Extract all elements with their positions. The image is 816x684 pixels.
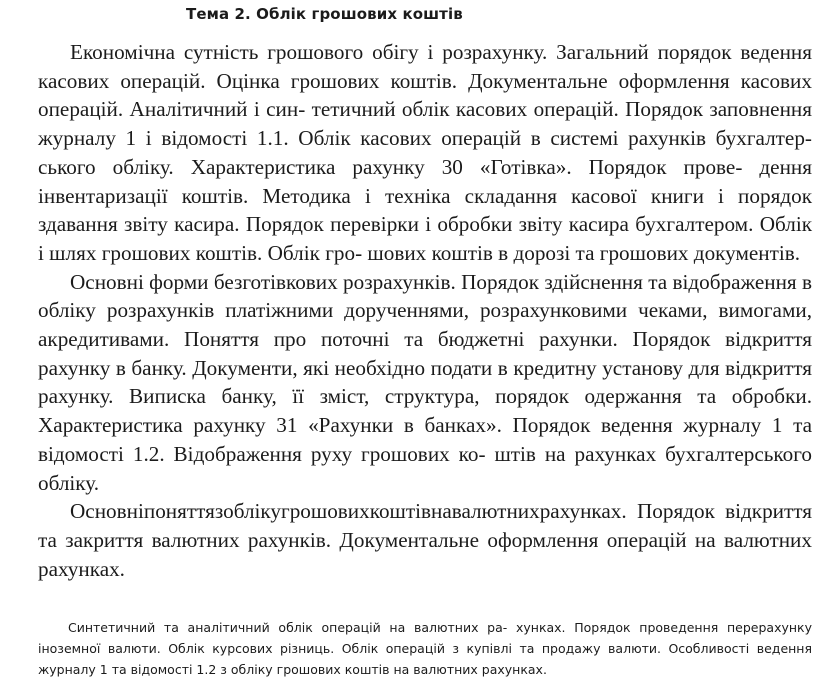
paragraph-cash-operations: Економічна сутність грошового обігу і розрахунку. Загальний порядок ведення касових операцій. Оцінка грошових коштів. Документальне оформлення касових операцій. Аналітичний і син- тетичний облік касових операцій. Порядок заповнення журналу 1 і відомості 1.1. Облік касових операцій в системі рахунків бухгалтер- ського обліку. Характеристика рахунку 30 «Готівка». Порядок прове- дення інвентаризації коштів. Методика і техніка складання касової книги і порядок здавання звіту касира. Порядок перевірки і обробки звіту касира бухгалтером. Облік і шлях грошових коштів. Облік гро- шових коштів в дорозі та грошових документів. [38, 40, 812, 265]
main-text [38, 38, 812, 583]
paragraph-currency-accounts: Основніпоняттязоблікугрошовихкоштівнавалютнихрахунках. Порядок відкриття та закриття валютних рахунків. Документальне оформлення операцій на валютних рахунках. [38, 499, 812, 581]
paragraph-bank-settlements: Основні форми безготівкових розрахунків. Порядок здійснення та відображення в обліку розрахунків платіжними дорученнями, розрахунковими чеками, вимогами, акредитивами. Поняття про поточні та бюджетні рахунки. Порядок відкриття рахунку в банку. Документи, які необхідно подати в кредитну установу для відкриття рахунку. Виписка банку, її зміст, структура, порядок одержання та обробки. Характеристика рахунку 31 «Рахунки в банках». Порядок ведення журналу 1 та відомості 1.2. Відображення руху грошових ко- штів на рахунках бухгалтерського обліку. [38, 269, 812, 495]
footnote-paragraph: Синтетичний та аналітичний облік операцій на валютних ра- хунках. Порядок проведення перерахунку іноземної валюти. Облік курсових різниць. Облік операцій з купівлі та продажу валюти. Особливості ведення журналу 1 та відомості 1.2 з обліку грошових коштів на валютних рахунках. [38, 620, 812, 677]
page-title: Тема 2. Облік грошових коштів [186, 5, 463, 23]
